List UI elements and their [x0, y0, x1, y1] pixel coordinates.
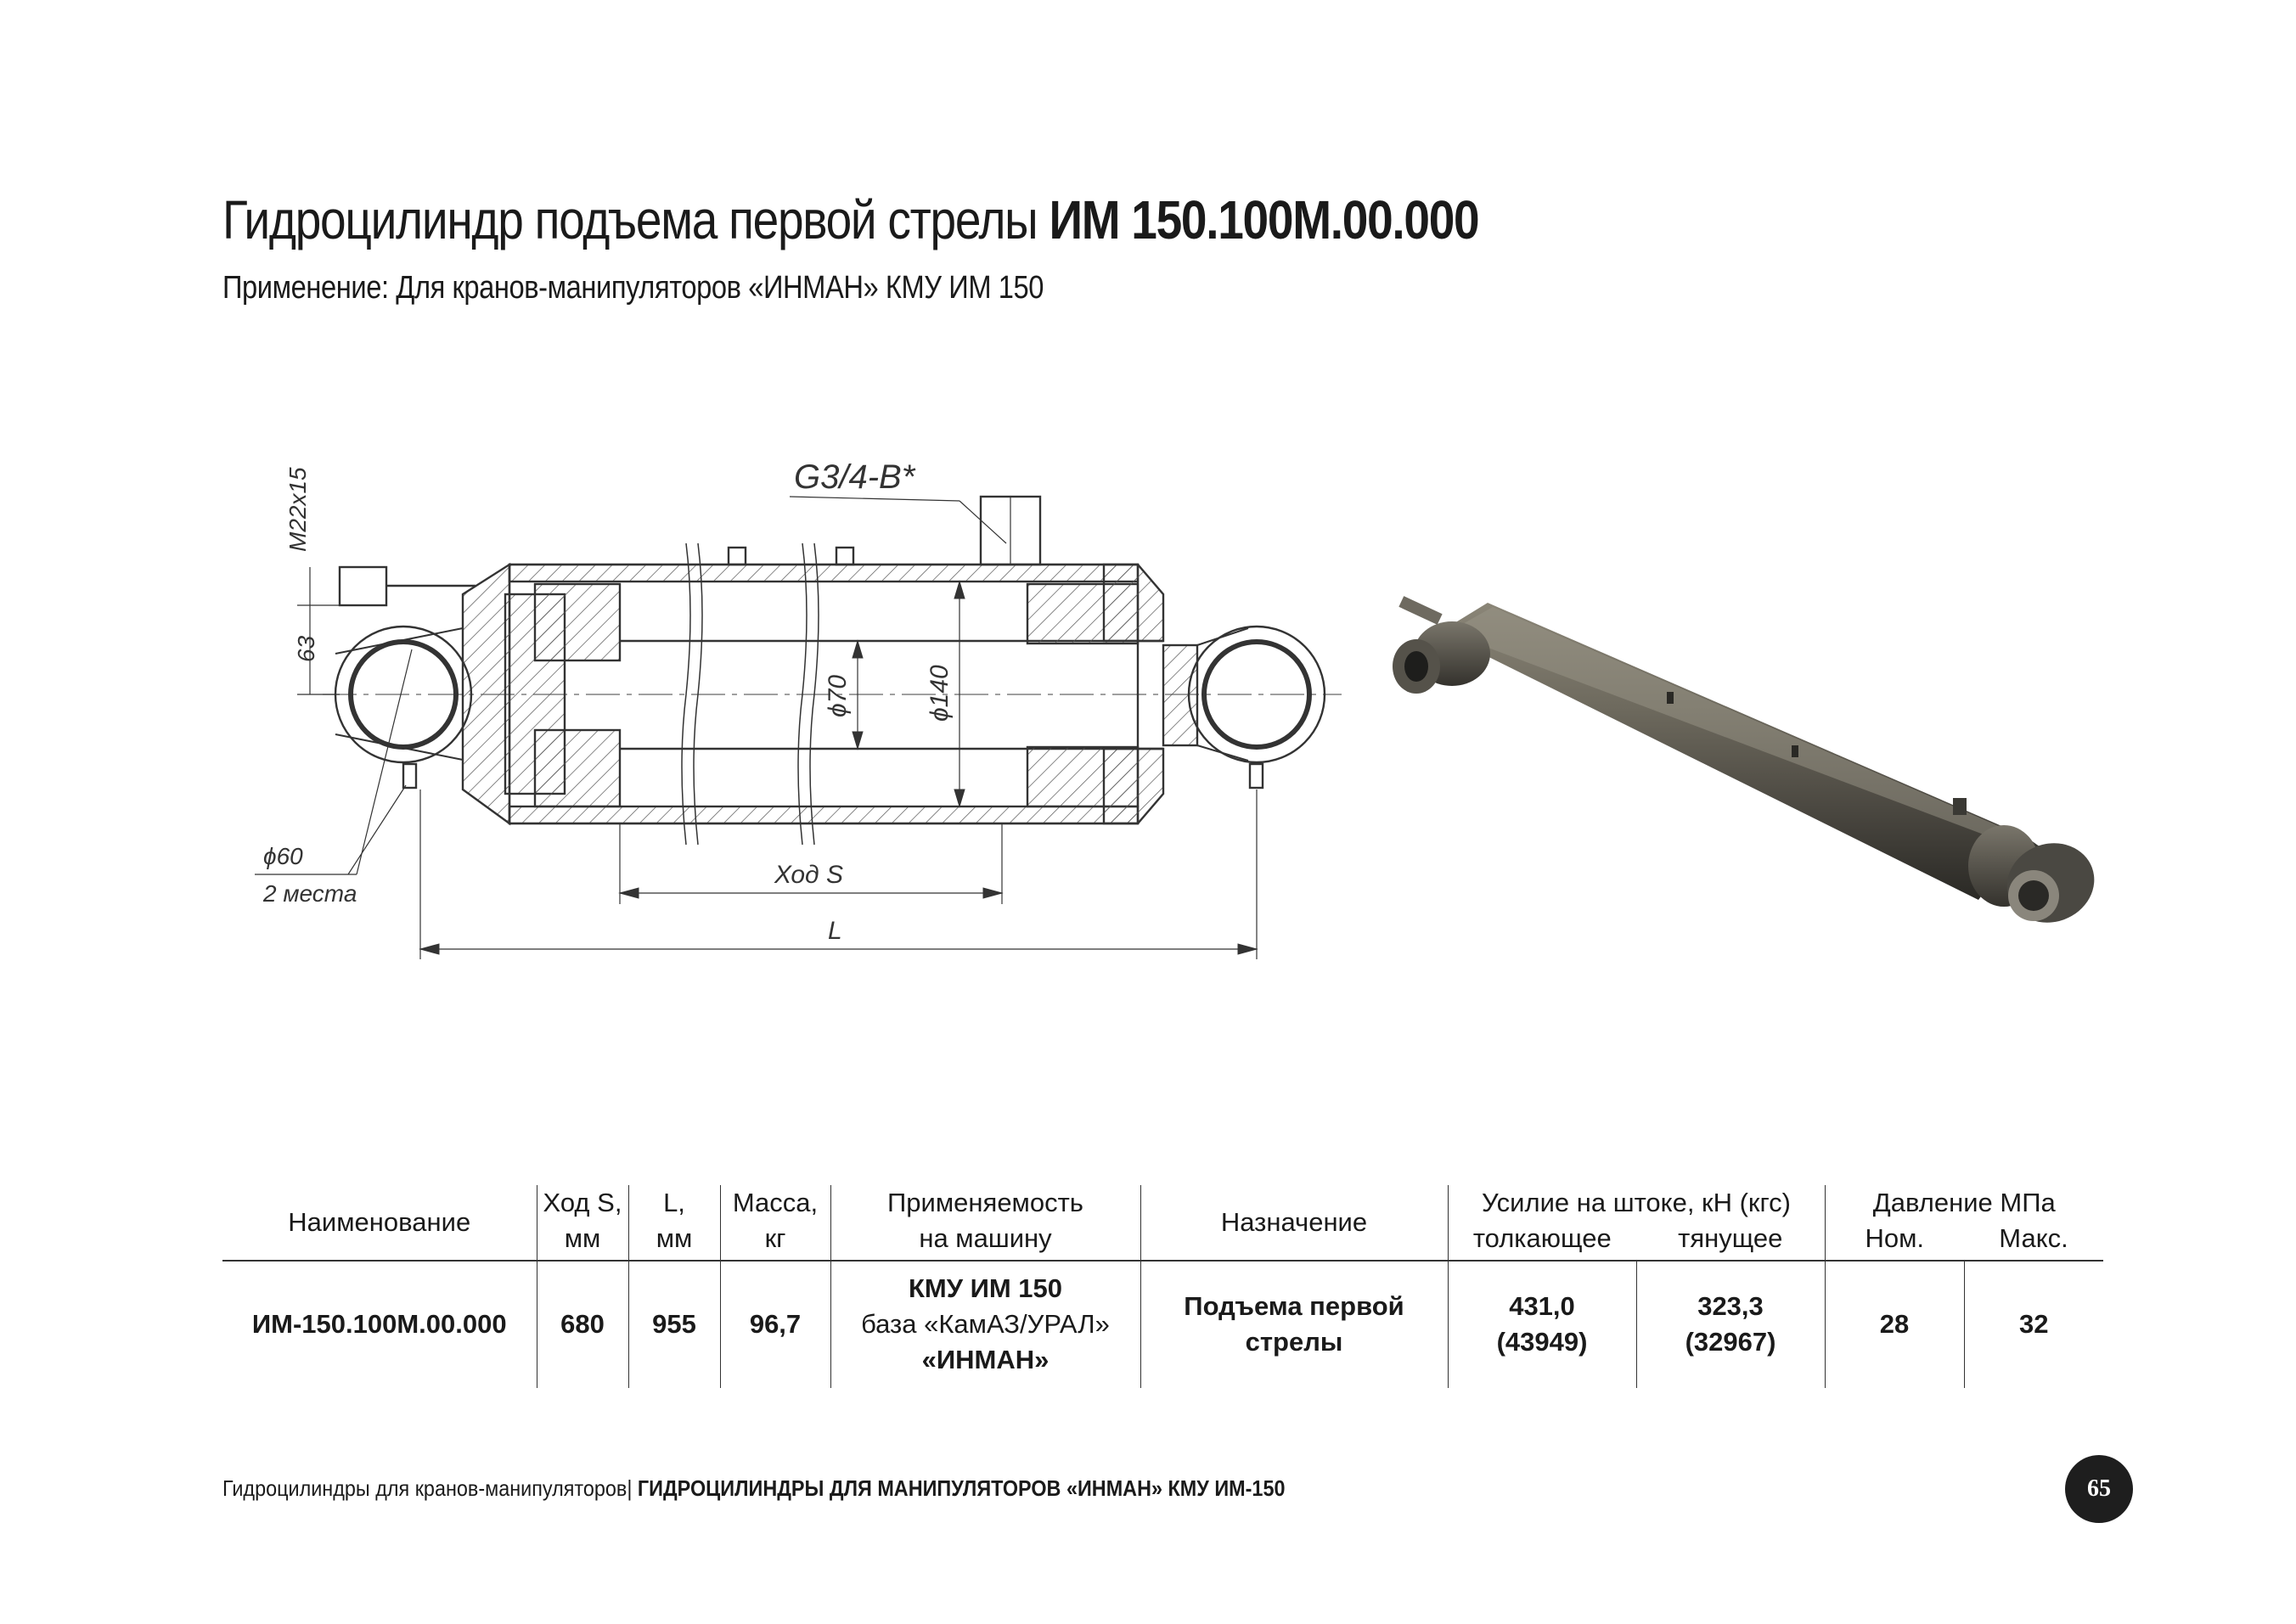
- spec-table: [222, 1185, 2103, 1388]
- cell-name: ИМ-150.100М.00.000: [222, 1261, 537, 1388]
- cell-machine: [830, 1261, 1140, 1388]
- col-force-push-header: толкающее: [1448, 1221, 1636, 1261]
- rod-diameter-label: ϕ70: [824, 674, 852, 717]
- col-machine-header: Применяемость: [830, 1185, 1140, 1221]
- cell-mass: 96,7: [720, 1261, 830, 1388]
- cell-pressure-nom: 28: [1825, 1261, 1964, 1388]
- cell-force-pull-kgf: (32967): [1685, 1327, 1776, 1357]
- title-model: ИМ 150.100М.00.000: [1049, 189, 1479, 250]
- col-mass-unit: кг: [720, 1221, 830, 1261]
- cell-force-push-kn: 431,0: [1509, 1291, 1575, 1322]
- cell-machine-brand: «ИНМАН»: [921, 1345, 1050, 1375]
- cell-force-pull: [1636, 1261, 1825, 1388]
- cell-force-push: [1448, 1261, 1636, 1388]
- thread-label: M22x15: [284, 467, 311, 552]
- cell-force-push-kgf: (43949): [1496, 1327, 1588, 1357]
- table-header-row: [222, 1185, 2103, 1221]
- dim-63-label: 63: [293, 635, 319, 662]
- cell-force-pull-kn: 323,3: [1697, 1291, 1764, 1322]
- cell-stroke: 680: [537, 1261, 628, 1388]
- col-name-header: Наименование: [222, 1185, 537, 1261]
- col-length-unit: мм: [628, 1221, 720, 1261]
- col-pressure-nom-header: Ном.: [1825, 1221, 1964, 1261]
- footer-section: Гидроцилиндры для кранов-манипуляторов|: [222, 1475, 633, 1501]
- application-subtitle: Применение: Для кранов-манипуляторов «ИНМАН» КМУ ИМ 150: [222, 270, 1044, 306]
- cylinder-3d-render: [1393, 596, 2106, 935]
- col-mass-header: Масса,: [720, 1185, 830, 1221]
- col-force-pull-header: тянущее: [1636, 1221, 1825, 1261]
- cell-pressure-max: 32: [2019, 1309, 2049, 1340]
- cell-length: 955: [628, 1261, 720, 1388]
- stroke-label: Ход S: [774, 861, 843, 889]
- bore-diameter-label: ϕ140: [926, 665, 954, 722]
- footer-chapter: ГИДРОЦИЛИНДРЫ ДЛЯ МАНИПУЛЯТОРОВ «ИНМАН» КМУ ИМ-150: [632, 1475, 1286, 1501]
- page-number: 65: [2065, 1455, 2133, 1523]
- places-label: 2 места: [263, 880, 357, 907]
- pin-diameter-label: ϕ60: [263, 843, 303, 869]
- cell-machine-base: база «КамАЗ/УРАЛ»: [861, 1309, 1110, 1340]
- col-force-header: Усилие на штоке, кН (кгс): [1448, 1185, 1825, 1221]
- cell-purpose-line1: Подъема первой: [1184, 1291, 1404, 1322]
- col-machine-subheader: на машину: [830, 1221, 1140, 1261]
- col-pressure-header: Давление МПа: [1872, 1188, 2056, 1217]
- col-stroke-unit: мм: [537, 1221, 628, 1261]
- col-stroke-header: Ход S,: [537, 1185, 628, 1221]
- table-row: [222, 1261, 2103, 1388]
- page-footer: [222, 1475, 1285, 1502]
- col-pressure-max-header: Макс.: [1964, 1221, 2103, 1261]
- col-length-header: L,: [628, 1185, 720, 1221]
- col-purpose-header: Назначение: [1140, 1185, 1448, 1261]
- length-label: L: [828, 917, 842, 945]
- port-thread-label: G3/4-B*: [794, 458, 915, 496]
- title-regular: Гидроцилиндр подъема первой стрелы: [222, 189, 1050, 250]
- cell-machine-model: КМУ ИМ 150: [908, 1273, 1063, 1304]
- section-view: [255, 497, 1342, 959]
- cell-purpose: [1140, 1261, 1448, 1388]
- cell-purpose-line2: стрелы: [1245, 1327, 1343, 1357]
